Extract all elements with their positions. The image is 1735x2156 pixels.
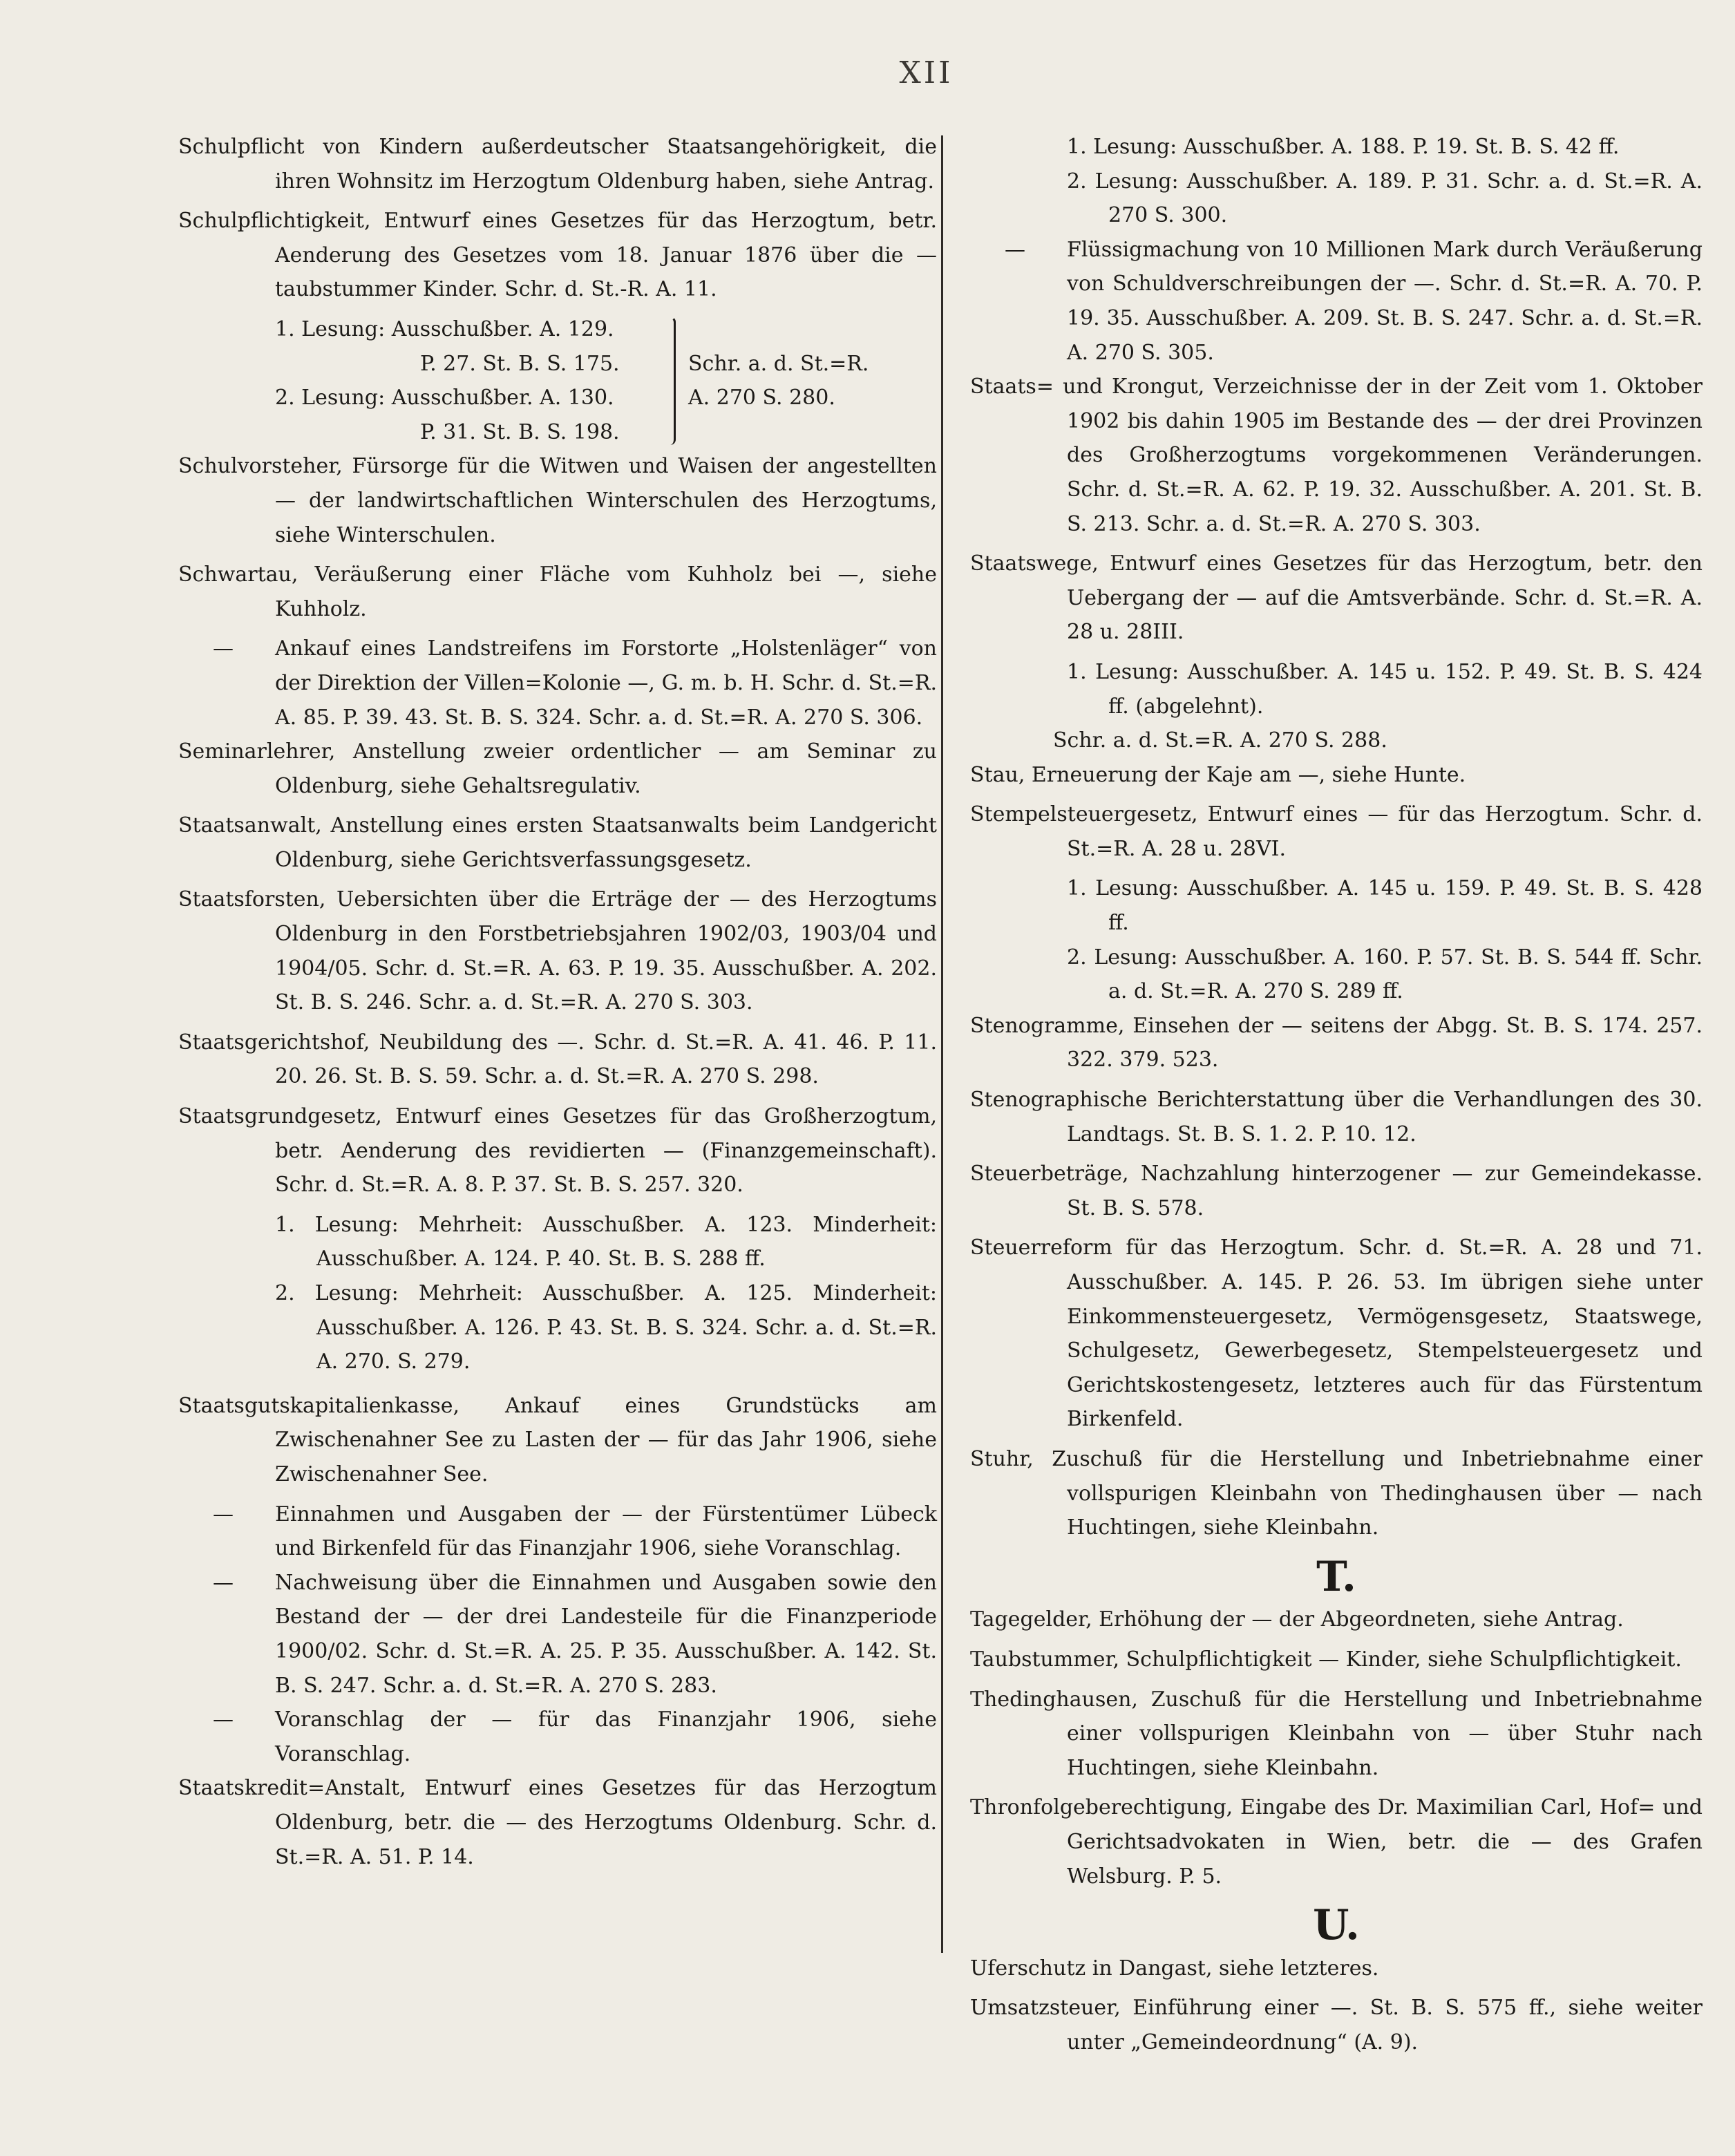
index-entry: Staatswege, Entwurf eines Gesetzes für das Herzogtum, betr. den Uebergang der — auf die Amtsverbände. Schr. d. St.=R. A. 28 u. 28III. — [970, 551, 1703, 645]
reading-entry: 1. Lesung: Ausschußber. A. 145 u. 152. P. 49. St. B. S. 424 ff. (abgelehnt). — [1067, 659, 1703, 719]
index-subentry — [178, 632, 937, 735]
index-entry: Steuerbeträge, Nachzahlung hinterzogener — zur Gemeindekasse. St. B. S. 578. — [970, 1162, 1703, 1220]
reading-entry: 1. Lesung: Ausschußber. A. 188. P. 19. St. B. S. 42 ff. — [1067, 135, 1620, 159]
index-subentry — [178, 1566, 937, 1703]
index-entry: Stuhr, Zuschuß für die Herstellung und Inbetriebnahme einer vollspurigen Kleinbahn von Thedinghausen über — nach Huchtingen, siehe Kleinbahn. — [970, 1446, 1703, 1540]
reading-entry: 2. Lesung: Ausschußber. A. 160. P. 57. St. B. S. 544 ff. Schr. a. d. St.=R. A. 270 S. 289 ff. — [1067, 945, 1703, 1004]
subentry-text: Flüssigmachung von 10 Millionen Mark durch Veräußerung von Schuldverschreibungen der —. Schr. d. St.=R. A. 70. P. 19. 35. Ausschußber. A. 209. St. B. S. 247. Schr. a. d. St.=R. A. 270 S. 305. — [1067, 237, 1703, 365]
index-entry: Stenographische Berichterstattung über die Verhandlungen des 30. Landtags. St. B. S. 1. 2. P. 10. 12. — [970, 1088, 1703, 1146]
reading-line: 2. Lesung: Ausschußber. A. 130. — [275, 386, 614, 410]
section-heading-u: U. — [1313, 1901, 1360, 1950]
subentry-text: Nachweisung über die Einnahmen und Ausgaben sowie den Bestand der — der drei Landesteile für die Finanzperiode 1900/02. Schr. d. St.=R. A. 25. P. 35. Ausschußber. A. 142. St. B. S. 247. Schr. a. d. St.=R. A. 270 S. 283. — [275, 1570, 937, 1698]
index-entry: Stenogramme, Einsehen der — seitens der Abgg. St. B. S. 174. 257. 322. 379. 523. — [970, 1013, 1703, 1072]
left-column — [178, 130, 937, 1880]
index-entry: Schulvorsteher, Fürsorge für die Witwen und Waisen der angestellten — der landwirtschaftlichen Winterschulen des Herzogtums, siehe Winterschulen. — [178, 454, 937, 547]
reading-entry: 2. Lesung: Mehrheit: Ausschußber. A. 125. Minderheit: Ausschußber. A. 126. P. 43. St. B. S. 324. Schr. a. d. St.=R. A. 270. S. 279. — [275, 1281, 937, 1374]
index-entry: Stau, Erneuerung der Kaje am —, siehe Hunte. — [970, 762, 1466, 787]
index-entry: Staats= und Krongut, Verzeichnisse der in der Zeit vom 1. Oktober 1902 bis dahin 1905 im Bestande des — der drei Provinzen des Großherzogtums vorgekommenen Veränderungen. Schr. d. St.=R. A. 62. P. 19. 32. Ausschußber. A. 201. St. B. S. 213. Schr. a. d. St.=R. A. 270 S. 303. — [970, 375, 1703, 536]
bracket-reference-line: A. 270 S. 280. — [688, 386, 835, 410]
index-entry: Thedinghausen, Zuschuß für die Herstellung und Inbetriebnahme einer vollspurigen Kleinbahn von — über Stuhr nach Huchtingen, siehe Kleinbahn. — [970, 1687, 1703, 1780]
index-entry: Uferschutz in Dangast, siehe letzteres. — [970, 1956, 1379, 1980]
reading-line: P. 27. St. B. S. 175. — [420, 351, 620, 376]
reading-entry: Schr. a. d. St.=R. A. 270 S. 288. — [1053, 728, 1387, 753]
index-subentry — [178, 1497, 937, 1566]
dash-marker: — — [213, 636, 234, 661]
index-entry: Thronfolgeberechtigung, Eingabe des Dr. Maximilian Carl, Hof= und Gerichtsadvokaten in Wien, betr. die — des Grafen Welsburg. P. 5. — [970, 1795, 1703, 1889]
index-entry: Schwartau, Veräußerung einer Fläche vom Kuhholz bei —, siehe Kuhholz. — [178, 562, 937, 621]
dash-marker: — — [213, 1502, 234, 1526]
index-entry: Schulpflichtigkeit, Entwurf eines Gesetzes für das Herzogtum, betr. Aenderung des Gesetzes vom 18. Januar 1876 über die — taubstummer Kinder. Schr. d. St.-R. A. 11. — [178, 209, 937, 302]
index-entry: Seminarlehrer, Anstellung zweier ordentlicher — am Seminar zu Oldenburg, siehe Gehaltsregulativ. — [178, 739, 937, 798]
subentry-text: Voranschlag der — für das Finanzjahr 1906, siehe Voranschlag. — [275, 1708, 937, 1766]
bracket-reference — [688, 312, 869, 449]
bracket-reference-line: Schr. a. d. St.=R. — [688, 351, 869, 376]
dash-marker: — — [1005, 237, 1025, 262]
index-entry: Staatsgrundgesetz, Entwurf eines Gesetzes für das Großherzogtum, betr. Aenderung des revidierten — (Finanzgemeinschaft). Schr. d. St.=R. A. 8. P. 37. St. B. S. 257. 320. — [178, 1104, 937, 1198]
reading-entry: 1. Lesung: Ausschußber. A. 145 u. 159. P. 49. St. B. S. 428 ff. — [1067, 876, 1703, 936]
reading-entry: 2. Lesung: Ausschußber. A. 189. P. 31. Schr. a. d. St.=R. A. 270 S. 300. — [1067, 169, 1703, 228]
reading-line: 1. Lesung: Ausschußber. A. 129. — [275, 316, 614, 341]
reading-line: P. 31. St. B. S. 198. — [420, 419, 620, 444]
index-subentry — [970, 233, 1703, 370]
reading-lines — [275, 312, 658, 449]
index-entry: Staatskredit=Anstalt, Entwurf eines Gesetzes für das Herzogtum Oldenburg, betr. die — des Herzogtums Oldenburg. Schr. d. St.=R. A. 51. P. 14. — [178, 1776, 937, 1869]
curly-bracket — [663, 316, 676, 445]
column-divider — [941, 135, 943, 1953]
index-entry: Steuerreform für das Herzogtum. Schr. d. St.=R. A. 28 und 71. Ausschußber. A. 145. P. 26. 53. Im übrigen siehe unter Einkommensteuergesetz, Vermögensgesetz, Staatswege, Schulgesetz, Gewerbegesetz, Stempelsteuergesetz und Gerichtskostengesetz, letzteres auch für das Fürstentum Birkenfeld. — [970, 1236, 1703, 1432]
index-entry: Staatsgerichtshof, Neubildung des —. Schr. d. St.=R. A. 41. 46. P. 11. 20. 26. St. B. S. 59. Schr. a. d. St.=R. A. 270 S. 298. — [178, 1030, 937, 1089]
index-subentry — [178, 1703, 937, 1771]
right-column — [970, 130, 1703, 2065]
subentry-text: Ankauf eines Landstreifens im Forstorte „Holstenläger“ von der Direktion der Villen=Kolonie —, G. m. b. H. Schr. d. St.=R. A. 85. P. 39. 43. St. B. S. 324. Schr. a. d. St.=R. A. 270 S. 306. — [275, 636, 937, 730]
index-entry: Staatsforsten, Uebersichten über die Erträge der — des Herzogtums Oldenburg in den Forstbetriebsjahren 1902/03, 1903/04 und 1904/05. Schr. d. St.=R. A. 63. P. 19. 35. Ausschußber. A. 202. St. B. S. 246. Schr. a. d. St.=R. A. 270 S. 303. — [178, 887, 937, 1015]
index-entry: Umsatzsteuer, Einführung einer —. St. B. S. 575 ff., siehe weiter unter „Gemeindeordnung“ (A. 9). — [970, 1996, 1703, 2054]
section-heading-t: T. — [1316, 1552, 1356, 1601]
index-entry: Staatsanwalt, Anstellung eines ersten Staatsanwalts beim Landgericht Oldenburg, siehe Gerichtsverfassungsgesetz. — [178, 813, 937, 872]
index-entry: Taubstummer, Schulpflichtigkeit — Kinder, siehe Schulpflichtigkeit. — [970, 1647, 1682, 1672]
index-entry: Staatsgutskapitalienkasse, Ankauf eines Grundstücks am Zwischenahner See zu Lasten der — für das Jahr 1906, siehe Zwischenahner See. — [178, 1393, 937, 1486]
index-entry: Tagegelder, Erhöhung der — der Abgeordneten, siehe Antrag. — [970, 1607, 1624, 1632]
page-number: XII — [899, 55, 954, 91]
reading-bracket-group — [275, 312, 937, 449]
dash-marker: — — [213, 1708, 234, 1732]
reading-entry: 1. Lesung: Mehrheit: Ausschußber. A. 123. Minderheit: Ausschußber. A. 124. P. 40. St. B. S. 288 ff. — [275, 1212, 937, 1271]
subentry-text: Einnahmen und Ausgaben der — der Fürstentümer Lübeck und Birkenfeld für das Finanzjahr 1906, siehe Voranschlag. — [275, 1502, 937, 1561]
dash-marker: — — [213, 1570, 234, 1595]
index-entry: Stempelsteuergesetz, Entwurf eines — für das Herzogtum. Schr. d. St.=R. A. 28 u. 28VI. — [970, 802, 1703, 861]
index-entry: Schulpflicht von Kindern außerdeutscher Staatsangehörigkeit, die ihren Wohnsitz im Herzogtum Oldenburg haben, siehe Antrag. — [178, 135, 937, 193]
